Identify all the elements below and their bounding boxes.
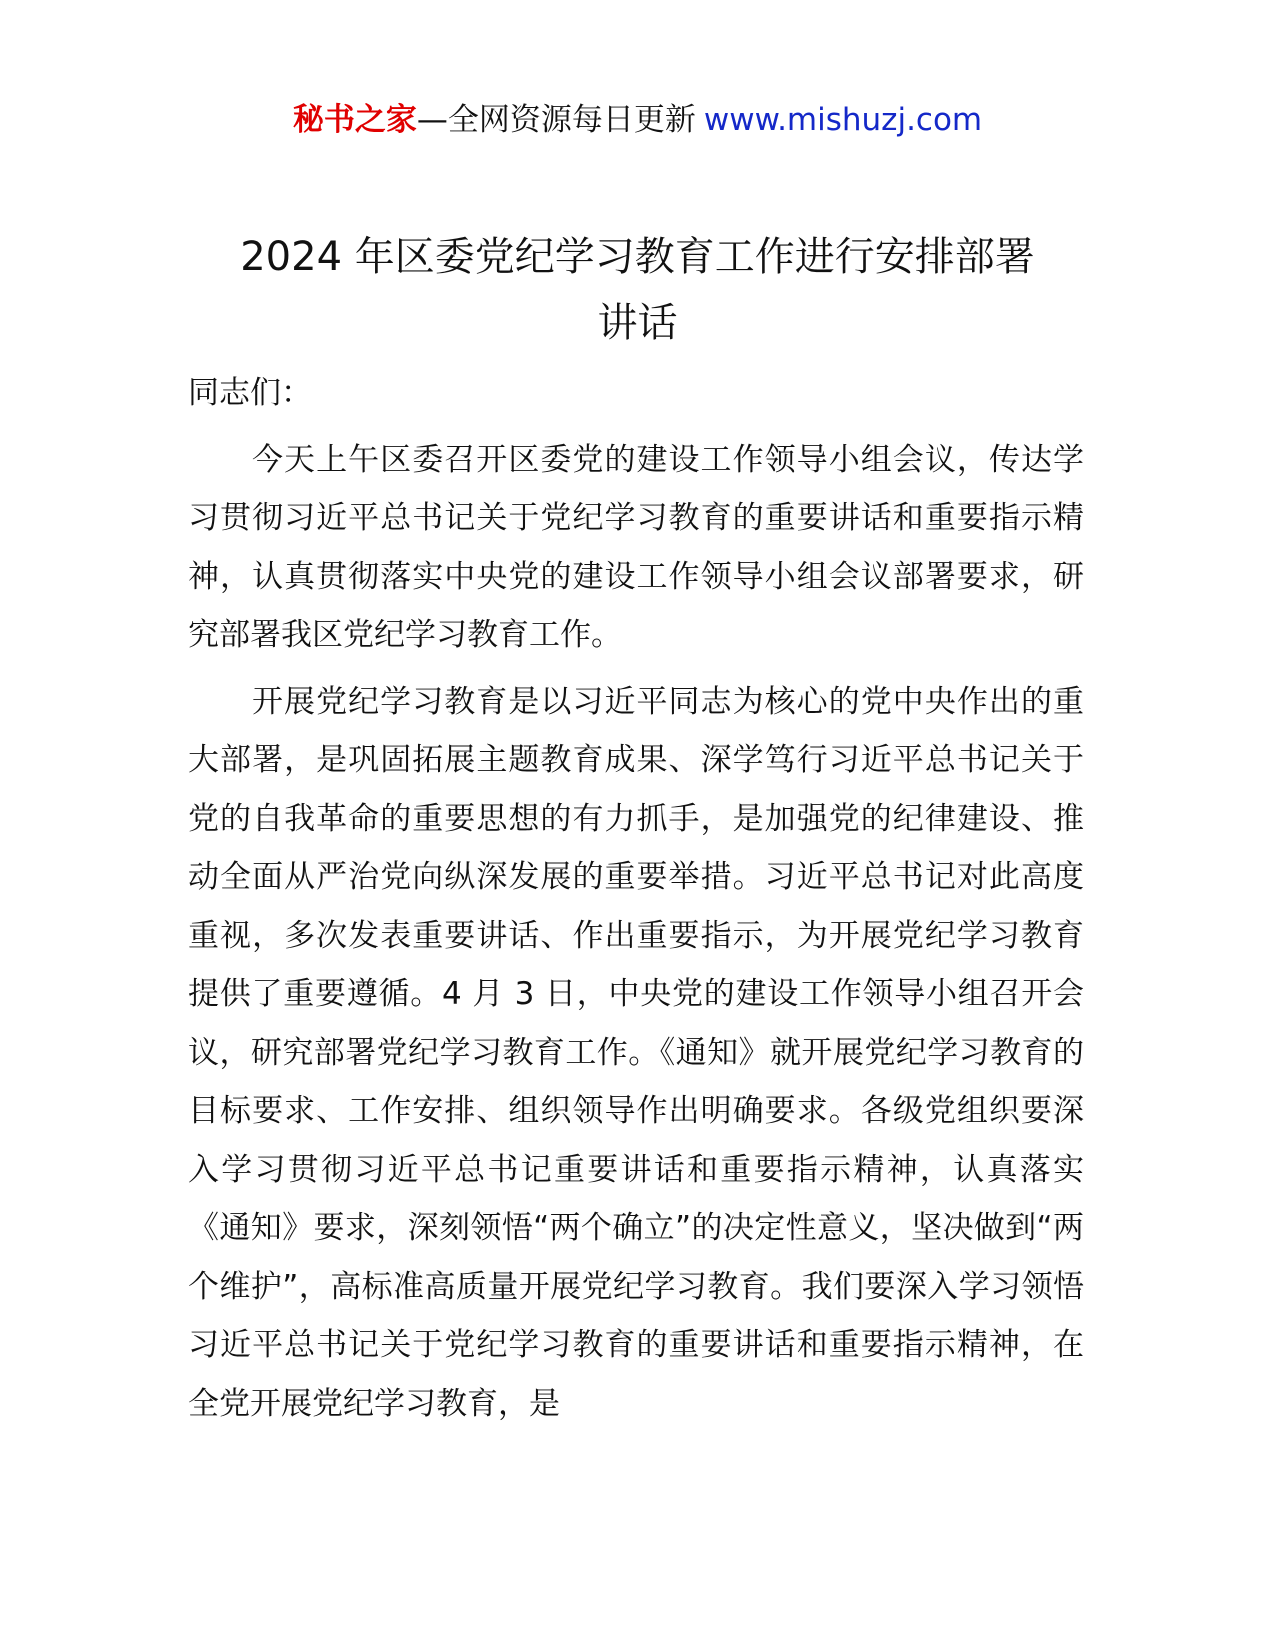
site-brand: 秘书之家 [292, 102, 417, 138]
title-line-2: 讲话 [597, 300, 678, 346]
title-line-1: 2024 年区委党纪学习教育工作进行安排部署 [240, 234, 1035, 280]
site-url-link[interactable]: www.mishuzj.com [703, 102, 983, 138]
site-tagline: —全网资源每日更新 [416, 102, 696, 138]
site-header [0, 100, 1275, 140]
salutation: 同志们： [188, 375, 312, 411]
paragraph-2: 开展党纪学习教育是以习近平同志为核心的党中央作出的重大部署，是巩固拓展主题教育成果、深学笃行习近平总书记关于党的自我革命的重要思想的有力抓手，是加强党的纪律建设、推动全面从严治党向纵深发展的重要举措。习近平总书记对此高度重视，多次发表重要讲话、作出重要指示，为开展党纪学习教育提供了重要遵循。4 月 3 日，中央党的建设工作领导小组召开会议，研究部署党纪学习教育工作。《通知》就开展党纪学习教育的目标要求、工作安排、组织领导作出明确要求。各级党组织要深入学习贯彻习近平总书记重要讲话和重要指示精神，认真落实《通知》要求，深刻领悟“两个确立”的决定性意义，坚决做到“两个维护”，高标准高质量开展党纪学习教育。我们要深入学习领悟习近平总书记关于党纪学习教育的重要讲话和重要指示精神，在全党开展党纪学习教育，是 [188, 683, 1084, 1422]
document-body [188, 364, 1084, 1441]
paragraph-1: 今天上午区委召开区委党的建设工作领导小组会议，传达学习贯彻习近平总书记关于党纪学习教育的重要讲话和重要指示精神，认真贯彻落实中央党的建设工作领导小组会议部署要求，研究部署我区党纪学习教育工作。 [188, 441, 1084, 653]
document-title [160, 224, 1115, 356]
